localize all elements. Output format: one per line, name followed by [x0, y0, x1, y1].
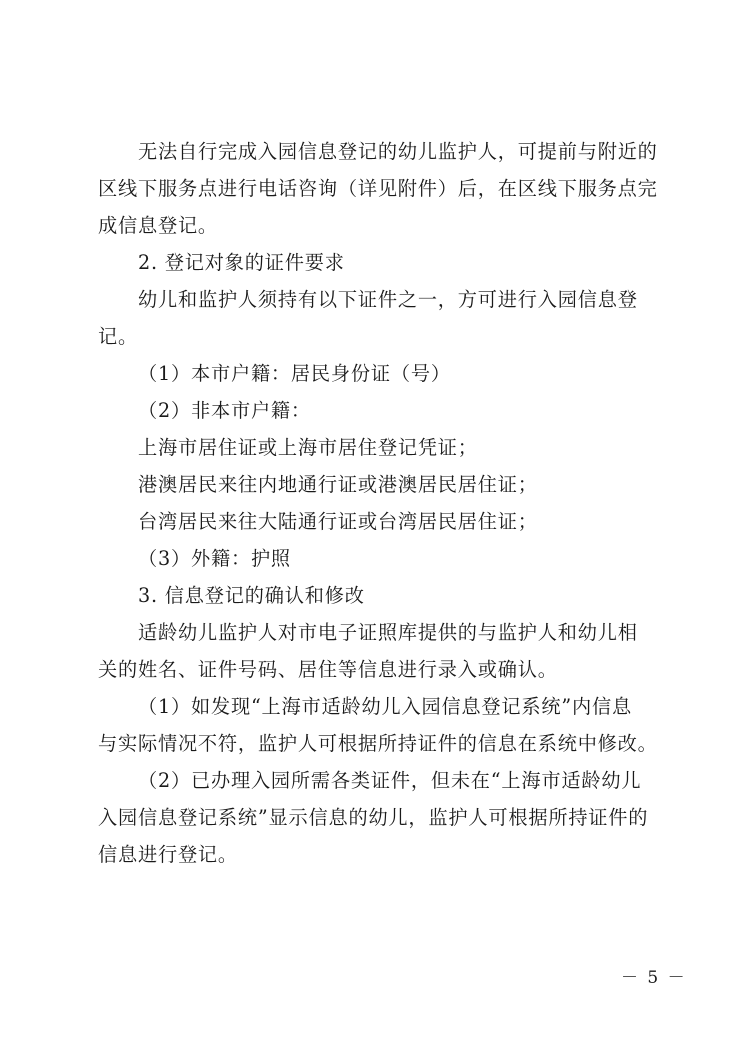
text-line: 适龄幼儿监护人对市电子证照库提供的与监护人和幼儿相 — [138, 621, 638, 644]
page-number: － 5 － — [621, 968, 687, 988]
list-subitem-shanghai-residence — [98, 429, 658, 466]
text-line: 上海市居住证或上海市居住登记凭证； — [138, 436, 478, 459]
text-line: 信息进行登记。 — [98, 843, 238, 866]
paragraph-id-requirements — [98, 281, 658, 355]
text-line: 幼儿和监护人须持有以下证件之一，方可进行入园信息登 — [138, 288, 638, 311]
heading-line: 3. 信息登记的确认和修改 — [138, 584, 365, 607]
list-item-modify-info — [98, 688, 658, 762]
text-line: 成信息登记。 — [98, 214, 218, 237]
heading-line: 2. 登记对象的证件要求 — [138, 251, 345, 274]
paragraph-confirm-info — [98, 614, 658, 688]
list-item-register-info — [98, 762, 658, 873]
list-subitem-taiwan — [98, 503, 658, 540]
text-line: （1）如发现“上海市适龄幼儿入园信息登记系统”内信息 — [138, 695, 632, 718]
text-line: 台湾居民来往大陆通行证或台湾居民居住证； — [138, 510, 538, 533]
list-item-nonlocal-household — [98, 392, 658, 429]
text-line: 港澳居民来往内地通行证或港澳居民居住证； — [138, 473, 538, 496]
text-line: （2）非本市户籍： — [138, 399, 311, 422]
text-line: 记。 — [98, 325, 138, 348]
text-line: （3）外籍：护照 — [138, 547, 291, 570]
section-heading-confirm-modify — [98, 577, 658, 614]
text-line: 入园信息登记系统”显示信息的幼儿，监护人可根据所持证件的 — [98, 806, 649, 829]
section-heading-id-requirements — [98, 244, 658, 281]
paragraph-offline-registration — [98, 133, 658, 244]
text-line: （2）已办理入园所需各类证件，但未在“上海市适龄幼儿 — [138, 769, 642, 792]
text-line: 区线下服务点进行电话咨询（详见附件）后，在区线下服务点完 — [98, 177, 658, 200]
text-line: （1）本市户籍：居民身份证（号） — [138, 362, 451, 385]
text-line: 与实际情况不符，监护人可根据所持证件的信息在系统中修改。 — [98, 732, 658, 755]
text-line: 无法自行完成入园信息登记的幼儿监护人，可提前与附近的 — [138, 140, 658, 163]
document-body — [98, 133, 658, 873]
list-item-foreign — [98, 540, 658, 577]
list-item-local-household — [98, 355, 658, 392]
list-subitem-hk-macao — [98, 466, 658, 503]
text-line: 关的姓名、证件号码、居住等信息进行录入或确认。 — [98, 658, 558, 681]
